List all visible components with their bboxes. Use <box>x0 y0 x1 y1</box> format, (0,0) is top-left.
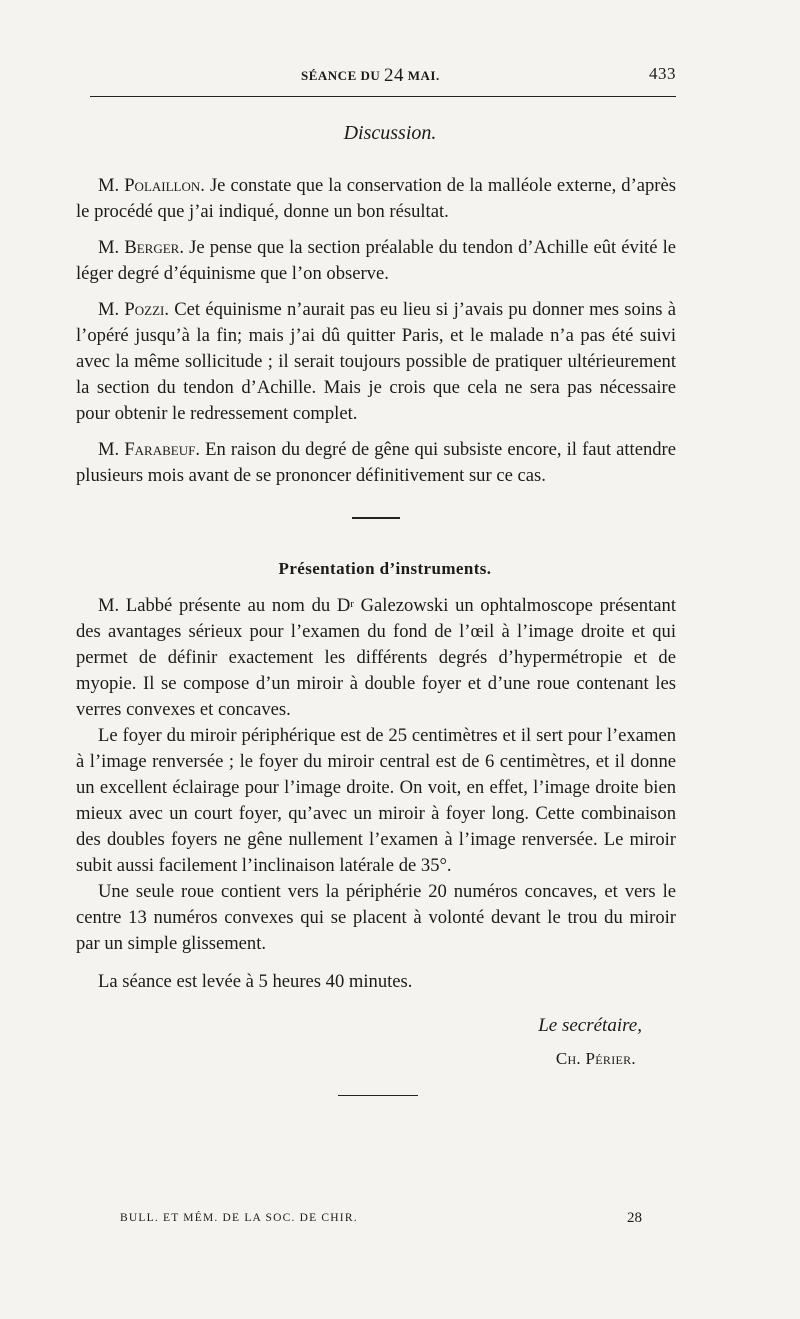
paragraph-text: M. Labbé présente au nom du D <box>98 595 351 616</box>
speaker-name: Berger <box>124 237 180 258</box>
header-rule <box>90 96 676 97</box>
speaker-name: Farabeuf <box>124 439 196 460</box>
paragraph-polaillon <box>76 173 676 225</box>
running-title-prefix: SÉANCE DU <box>301 68 385 83</box>
signature-role: Le secrétaire, <box>538 1015 642 1036</box>
paragraph-text: . Je pense que la section préalable du tendon d’Achille eût évité le léger degré d’équinisme que l’on observe. <box>76 237 676 284</box>
speaker-prefix: M. <box>98 299 125 320</box>
end-rule <box>338 1095 418 1096</box>
paragraph-foyer: Le foyer du miroir périphérique est de 25 centimètres et il sert pour l’examen à l’image renversée ; le foyer du miroir central est de 6 centimètres, et il donne un excellent éclairage pour l’image droite. On voit, en effet, l’image droite bien mieux avec un court foyer, qu’avec un miroir à foyer long. Cette combinaison des doubles foyers ne gêne nullement l’examen à l’image renversée. Le miroir subit aussi facilement l’inclinaison latérale de 35°. <box>76 725 676 876</box>
speaker-prefix: M. <box>98 175 125 196</box>
paragraph-farabeuf <box>76 437 676 489</box>
paragraph-ophtalmoscope <box>76 593 676 723</box>
speaker-prefix: M. <box>98 439 125 460</box>
superscript: r <box>350 598 354 610</box>
paragraph-roue: Une seule roue contient vers la périphérie 20 numéros concaves, et vers le centre 13 numéros convexes qui se placent à volonté devant le trou du miroir par un simple glissement. <box>76 881 676 954</box>
running-title <box>301 64 440 86</box>
speaker-name: Polaillon <box>124 175 201 196</box>
speaker-prefix: M. <box>98 237 125 258</box>
speaker-name: Pozzi <box>124 299 165 320</box>
paragraph-text: . En raison du degré de gêne qui subsiste encore, il faut attendre plusieurs mois avant de se prononcer définitivement sur ce cas. <box>76 439 676 486</box>
presentation-title: Présentation d’instruments. <box>278 559 492 578</box>
footer-publication: BULL. ET MÉM. DE LA SOC. DE CHIR. <box>120 1212 358 1224</box>
footer-signature-mark: 28 <box>627 1210 642 1226</box>
section-separator <box>352 517 400 519</box>
page-number: 433 <box>649 64 676 83</box>
signature-name: Ch. Périer. <box>555 1049 636 1068</box>
page-body <box>76 122 676 1096</box>
paragraph-pozzi <box>76 297 676 427</box>
paragraph-text: . Cet équinisme n’aurait pas eu lieu si j’avais pu donner mes soins à l’opéré jusqu’à la fin; mais j’ai dû quitter Paris, et le malade n’a pas été suivi avec la même sollicitude ; il serait toujours possible de pratiquer ultérieurement la section du tendon d’Achille. Mais je crois que cela ne sera pas nécessaire pour obtenir le redressement complet. <box>76 299 676 424</box>
paragraph-berger <box>76 235 676 287</box>
discussion-title: Discussion. <box>343 122 437 144</box>
closing-line: La séance est levée à 5 heures 40 minutes. <box>98 971 413 992</box>
running-header <box>76 64 676 88</box>
running-title-day: 24 <box>384 65 405 86</box>
running-title-suffix: MAI. <box>404 68 440 83</box>
paragraph-text: . Je constate que la conservation de la malléole externe, d’après le procédé que j’ai indiqué, donne un bon résultat. <box>76 175 676 222</box>
paragraph-text: Galezowski un ophtalmoscope présentant des avantages sérieux pour l’examen du fond de l’œil à l’image droite et qui permet de définir exactement les différents degrés d’hypermétropie et de myopie. Il se compose d’un miroir à double foyer et d’une roue contenant les verres convexes et concaves. <box>76 595 676 720</box>
